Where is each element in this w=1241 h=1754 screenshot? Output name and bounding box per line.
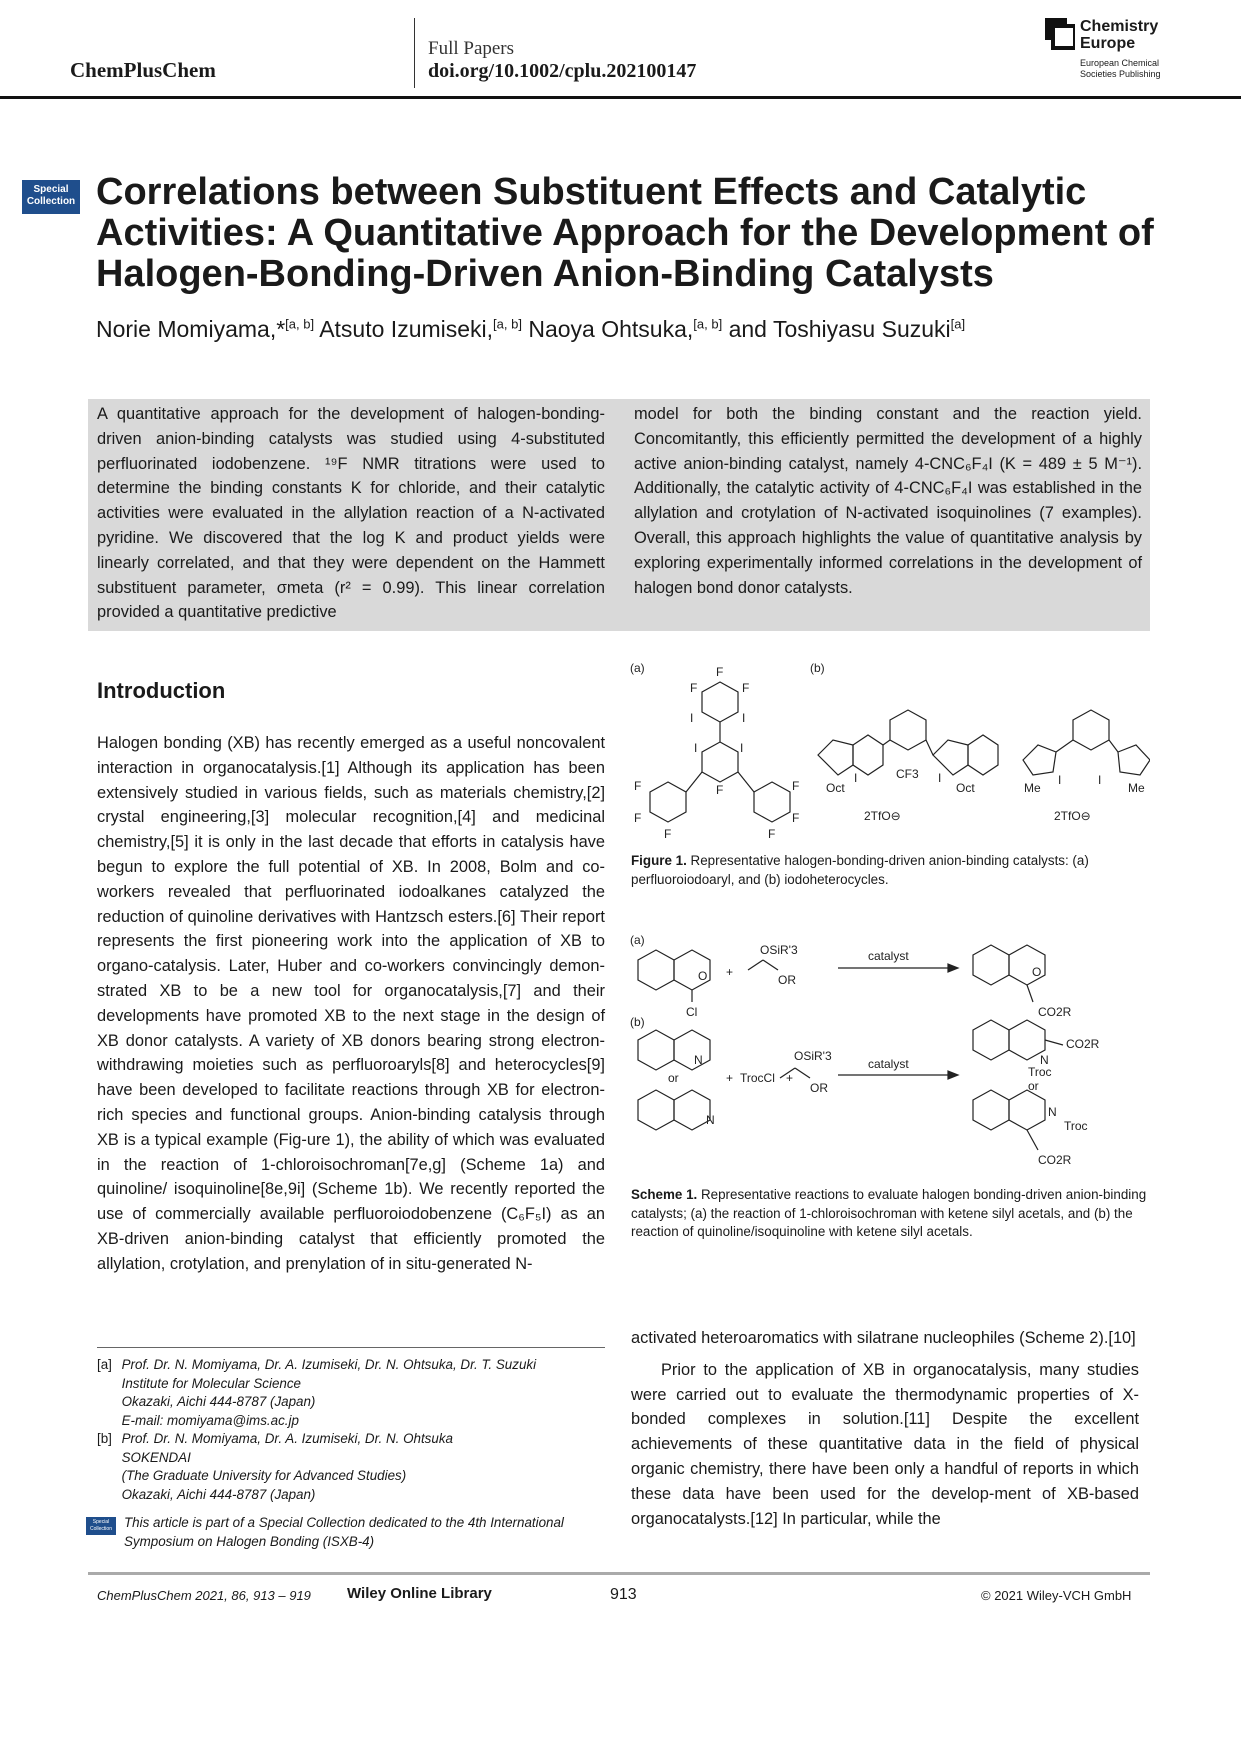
atom-label: F bbox=[792, 779, 800, 793]
affiliation-b bbox=[97, 1430, 605, 1504]
figure-1-caption-label: Figure 1. bbox=[631, 853, 687, 868]
affiliation-a-text: Prof. Dr. N. Momiyama, Dr. A. Izumiseki, Dr. N. Ohtsuka, Dr. T. Suzuki Institute for Molecular Science Okazaki, Aichi 444-8787 (Japan) E-mail: momiyama@ims.ac.jp bbox=[121, 1357, 537, 1428]
author-affiliation: [a, b] bbox=[493, 316, 522, 332]
author-affiliation: [a, b] bbox=[285, 316, 315, 332]
introduction-text: Halogen bonding (XB) has recently emerged as a useful noncovalent interaction in organocatalysis.[1] Although its application has been extensively studied in various fields, such as materials chemistry,[2] crystal engineering,[3] molecular recognition,[4] and medicinal chemistry,[5] it is only in the last decade that efforts in catalysis have begun to explore the full potential of XB. In 2008, Bolm and co-workers revealed that perfluorinated iodoalkanes catalyzed the reduction of quinoline derivatives with Hantzsch esters.[6] Their report represents the first pioneering work into the application of XB to organo-catalysis. Later, Huber and co-workers convincingly demon-strated XB to be a new tool for organocatalysis,[7] and their developments have promoted XB to the next stage in the design of XB donor catalysts. A variety of XB donors bearing strong electron-withdrawing moieties such as perfluoroaryls[8] and heterocycles[9] have been developed to facilitate reactions through XB for electron-rich species and functional groups. Anion-binding catalysis through XB is a typical example (Fig-ure 1), the ability of which was evaluated in the reaction of 1-chloroisochroman[7e,g] (Scheme 1a) and quinoline/ isoquinoline[8e,9i] (Scheme 1b). We recently reported the use of commercially available perfluoroiodobenzene (C₆F₅I) as an XB-driven anion-binding catalyst that efficiently promoted the allylation, crotylation, and prenylation of in situ-generated N- bbox=[97, 734, 605, 1273]
right-column-text bbox=[631, 1326, 1139, 1531]
atom-label: F bbox=[664, 827, 672, 841]
me-label: Me bbox=[1024, 781, 1041, 795]
plus-sign: + bbox=[726, 965, 734, 979]
chemistry-europe-logo-icon bbox=[1045, 18, 1075, 52]
abstract-right-column: model for both the binding constant and the reaction yield. Concomitantly, this efficiently permitted the development of a highly active anion-binding catalyst, namely 4-CNC₆F₄I (K = 489 ± 5 M⁻¹). Additionally, the catalytic activity of 4-CNC₆F₄I was established in the allylation and crotylation of N-activated isoquinolines (7 examples). Overall, this approach highlights the value of quantitative analysis by exploring experimentally informed correlations in the development of halogen bond donor catalysts. bbox=[634, 405, 1142, 597]
atom-label: F bbox=[716, 665, 724, 679]
footnote-rule bbox=[97, 1347, 605, 1348]
author-name: Atsuto Izumiseki, bbox=[319, 316, 494, 342]
scheme-1-panel-a-label: (a) bbox=[630, 933, 645, 947]
author-name: Norie Momiyama,* bbox=[96, 316, 286, 342]
silyl-group-label: OSiR'3 bbox=[794, 1049, 832, 1063]
publisher-sub-line1: European Chemical bbox=[1080, 58, 1160, 68]
section-label: Full Papers bbox=[428, 38, 515, 59]
or-label: or bbox=[1028, 1079, 1039, 1093]
troc-label: Troc bbox=[1028, 1065, 1052, 1079]
publisher-logo-text bbox=[1080, 18, 1158, 52]
atom-label: F bbox=[716, 783, 724, 797]
atom-label: F bbox=[768, 827, 776, 841]
nitrogen-label: N bbox=[1048, 1105, 1057, 1119]
atom-label: I bbox=[1098, 773, 1102, 787]
author-name: Naoya Ohtsuka, bbox=[528, 316, 694, 342]
header-rule bbox=[0, 96, 1241, 99]
trocl-label: TrocCl bbox=[740, 1071, 775, 1085]
publisher-logo-line1: Chemistry bbox=[1080, 18, 1159, 35]
badge-line1: Special bbox=[33, 184, 69, 195]
figure-1-panel-a-label: (a) bbox=[630, 661, 645, 675]
affiliation-b-text: Prof. Dr. N. Momiyama, Dr. A. Izumiseki, Dr. N. Ohtsuka SOKENDAI (The Graduate University for Advanced Studies) Okazaki, Aichi 444-8787 (Japan) bbox=[121, 1431, 453, 1502]
scheme-1-reactions bbox=[628, 930, 1150, 1170]
nitrogen-label: N bbox=[694, 1053, 703, 1067]
page-number: 913 bbox=[610, 1586, 637, 1603]
author-affiliation: [a, b] bbox=[693, 316, 723, 332]
silyl-group-label: OSiR'3 bbox=[760, 943, 798, 957]
wiley-online-library-link[interactable]: Wiley Online Library bbox=[347, 1585, 492, 1602]
benzene-ring bbox=[702, 742, 738, 782]
plus-sign: + bbox=[726, 1071, 734, 1085]
author-name: and Toshiyasu Suzuki bbox=[728, 316, 951, 342]
atom-label: F bbox=[792, 811, 800, 825]
affiliation-a-label: [a] bbox=[97, 1357, 112, 1372]
atom-label: F bbox=[634, 779, 642, 793]
oct-label: Oct bbox=[826, 781, 845, 795]
catalyst-label: catalyst bbox=[868, 949, 909, 963]
oct-label: Oct bbox=[956, 781, 975, 795]
cf3-label: CF3 bbox=[896, 767, 919, 781]
atom-label: F bbox=[634, 811, 642, 825]
benzene-ring bbox=[754, 782, 790, 822]
affiliation-b-label: [b] bbox=[97, 1431, 112, 1446]
atom-label: I bbox=[694, 741, 698, 755]
or-label: or bbox=[668, 1071, 679, 1085]
counterion-label: 2TfO⊖ bbox=[864, 809, 901, 823]
footer-rule bbox=[88, 1572, 1150, 1575]
special-collection-icon: Special Collection bbox=[86, 1517, 116, 1535]
atom-label: I bbox=[1058, 773, 1062, 787]
author-affiliation: [a] bbox=[950, 316, 966, 332]
doi-link[interactable]: doi.org/10.1002/cplu.202100147 bbox=[428, 60, 697, 82]
author-list bbox=[96, 316, 965, 343]
figure-1-structures bbox=[628, 660, 1150, 850]
me-label: Me bbox=[1128, 781, 1145, 795]
atom-label: I bbox=[938, 771, 942, 785]
scheme-1-caption-label: Scheme 1. bbox=[631, 1187, 698, 1202]
publisher-logo-line2: Europe bbox=[1080, 35, 1136, 52]
badge-line2: Collection bbox=[26, 196, 76, 207]
benzene-ring bbox=[650, 782, 686, 822]
figure-1-panel-b-label: (b) bbox=[810, 661, 825, 675]
publisher-subtitle bbox=[1080, 58, 1161, 80]
special-collection-note: This article is part of a Special Collection dedicated to the 4th International Symposium on Halogen Bonding (ISXB-4) bbox=[124, 1515, 564, 1549]
benzene-ring bbox=[702, 682, 738, 722]
scheme-1-caption-text: Representative reactions to evaluate halogen bonding-driven anion-binding catalysts; (a) the reaction of 1-chloroisochroman with ketene silyl acetals, and (b) the reaction of quinoline/isoquinoline with ketene silyl acetals. bbox=[631, 1187, 1147, 1240]
figure-1-caption bbox=[631, 852, 1151, 889]
counterion-label: 2TfO⊖ bbox=[1054, 809, 1091, 823]
atom-label: I bbox=[740, 741, 744, 755]
ester-label: CO2R bbox=[1038, 1153, 1072, 1167]
copyright: © 2021 Wiley-VCH GmbH bbox=[981, 1588, 1132, 1603]
atom-label: F bbox=[742, 681, 750, 695]
footer-citation: ChemPlusChem 2021, 86, 913 – 919 bbox=[97, 1588, 311, 1603]
or-group-label: OR bbox=[778, 973, 796, 987]
paragraph: Prior to the application of XB in organocatalysis, many studies were carried out to evaluate the thermodynamic properties of X-bonded complexes in solution.[11] Despite the excellent achievements of these quantitative data in the field of physical organic chemistry, there have been only a handful of reports in which these data have been used for the develop-ment of XB-based organocatalysts.[12] In particular, while the bbox=[631, 1360, 1139, 1528]
oxygen-label: O bbox=[698, 969, 708, 983]
chloride-label: Cl bbox=[686, 1005, 698, 1019]
ester-label: CO2R bbox=[1038, 1005, 1072, 1019]
or-group-label: OR bbox=[810, 1081, 828, 1095]
publisher-sub-line2: Societies Publishing bbox=[1080, 69, 1161, 79]
oxygen-label: O bbox=[1032, 965, 1042, 979]
ester-label: CO2R bbox=[1066, 1037, 1100, 1051]
special-collection-badge bbox=[22, 180, 80, 214]
atom-label: F bbox=[690, 681, 698, 695]
journal-name: ChemPlusChem bbox=[70, 58, 216, 82]
header-divider bbox=[414, 18, 415, 88]
paragraph: activated heteroaromatics with silatrane nucleophiles (Scheme 2).[10] bbox=[631, 1329, 1136, 1347]
affiliation-a bbox=[97, 1356, 605, 1430]
nitrogen-label: N bbox=[1040, 1053, 1049, 1067]
nitrogen-label: N bbox=[706, 1113, 715, 1127]
catalyst-label: catalyst bbox=[868, 1057, 909, 1071]
article-title: Correlations between Substituent Effects and Catalytic Activities: A Quantitative Approach for the Development of Halogen-Bonding-Driven Anion-Binding Catalysts bbox=[96, 171, 1154, 295]
scheme-1-panel-b-label: (b) bbox=[630, 1015, 645, 1029]
plus-sign: + bbox=[786, 1071, 794, 1085]
scheme-1-caption bbox=[631, 1186, 1151, 1242]
figure-1-caption-text: Representative halogen-bonding-driven anion-binding catalysts: (a) perfluoroiodoaryl, and (b) iodoheterocycles. bbox=[631, 853, 1089, 887]
atom-label: I bbox=[690, 711, 694, 725]
atom-label: I bbox=[854, 771, 858, 785]
troc-label: Troc bbox=[1064, 1119, 1088, 1133]
atom-label: I bbox=[742, 711, 746, 725]
abstract-left-column: A quantitative approach for the development of halogen-bonding-driven anion-binding catalysts was studied using 4-substituted perfluorinated iodobenzene. ¹⁹F NMR titrations were used to determine the binding constants K for chloride, and their catalytic activities were evaluated in the allylation reaction of a N-activated pyridine. We discovered that the log K and product yields were linearly correlated, and that they were dependent on the Hammett substituent parameter, σmeta (r² = 0.99). This linear correlation provided a quantitative predictive bbox=[97, 405, 605, 622]
introduction-heading: Introduction bbox=[97, 678, 226, 703]
